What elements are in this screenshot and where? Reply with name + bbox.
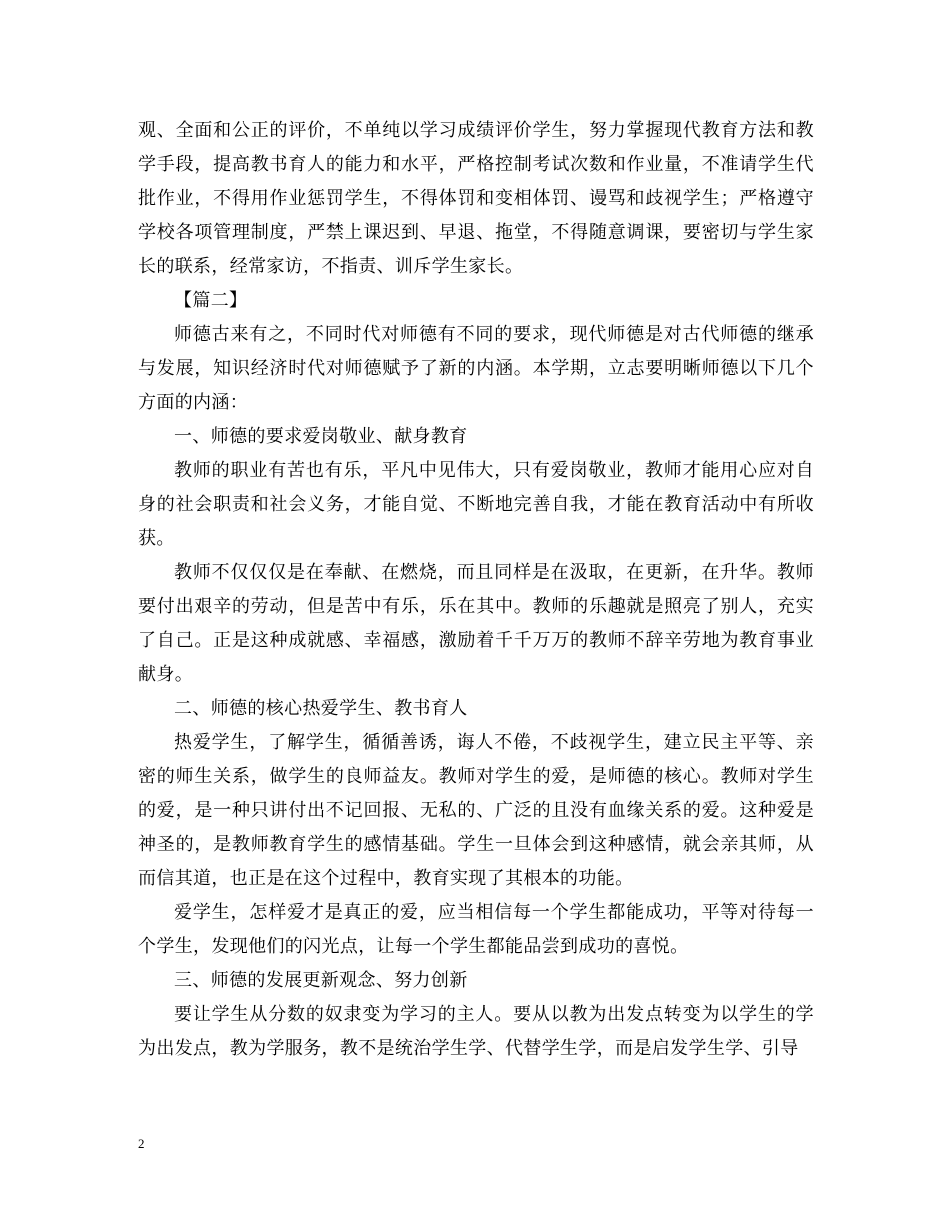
paragraph: 爱学生，怎样爱才是真正的爱，应当相信每一个学生都能成功，平等对待每一个学生，发现他们的闪光点，让每一个学生都能品尝到成功的喜悦。 (138, 902, 814, 957)
subheading-two: 二、师德的核心热爱学生、教书育人 (174, 698, 468, 719)
paragraph-continued: 观、全面和公正的评价，不单纯以学习成绩评价学生，努力掌握现代教育方法和教学手段，提高教书育人的能力和水平，严格控制考试次数和作业量，不准请学生代批作业，不得用作业惩罚学生，不得体罚和变相体罚、谩骂和歧视学生；严格遵守学校各项管理制度，严禁上课迟到、早退、拖堂，不得随意调课，要密切与学生家长的联系，经常家访，不指责、训斥学生家长。 (138, 120, 814, 277)
paragraph-intro: 师德古来有之，不同时代对师德有不同的要求，现代师德是对古代师德的继承与发展，知识经济时代对师德赋予了新的内涵。本学期，立志要明晰师德以下几个方面的内涵： (138, 324, 814, 413)
subheading-one: 一、师德的要求爱岗敬业、献身教育 (174, 426, 468, 447)
page-number: 2 (138, 1136, 145, 1151)
section-heading-pian-er: 【篇二】 (174, 290, 248, 311)
paragraph: 要让学生从分数的奴隶变为学习的主人。要从以教为出发点转变为以学生的学为出发点，教为学服务，教不是统治学生学、代替学生学，而是启发学生学、引导 (138, 1004, 814, 1059)
subheading-three: 三、师德的发展更新观念、努力创新 (174, 970, 468, 991)
paragraph: 教师不仅仅仅是在奉献、在燃烧，而且同样是在汲取，在更新，在升华。教师要付出艰辛的劳动，但是苦中有乐，乐在其中。教师的乐趣就是照亮了别人，充实了自己。正是这种成就感、幸福感，激励着千千万万的教师不辞辛劳地为教育事业献身。 (138, 562, 814, 685)
paragraph: 教师的职业有苦也有乐，平凡中见伟大，只有爱岗敬业，教师才能用心应对自身的社会职责和社会义务，才能自觉、不断地完善自我，才能在教育活动中有所收获。 (138, 460, 814, 549)
document-body (138, 114, 814, 1066)
paragraph: 热爱学生，了解学生，循循善诱，诲人不倦，不歧视学生，建立民主平等、亲密的师生关系，做学生的良师益友。教师对学生的爱，是师德的核心。教师对学生的爱，是一种只讲付出不记回报、无私的、广泛的且没有血缘关系的爱。这种爱是神圣的，是教师教育学生的感情基础。学生一旦体会到这种感情，就会亲其师，从而信其道，也正是在这个过程中，教育实现了其根本的功能。 (138, 732, 814, 889)
